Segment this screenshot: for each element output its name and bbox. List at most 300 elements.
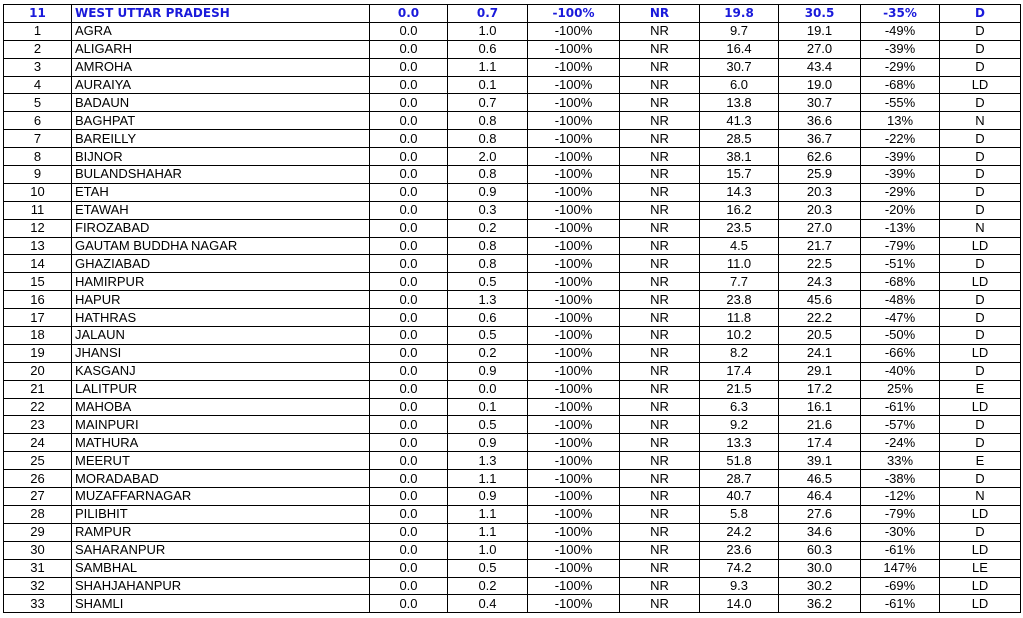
cell-sno: 2: [4, 40, 72, 58]
cell-c2: 0.8: [448, 255, 528, 273]
cell-c3: -100%: [528, 219, 620, 237]
cell-c1: 0.0: [370, 434, 448, 452]
cell-name: JALAUN: [72, 327, 370, 345]
cell-name: AURAIYA: [72, 76, 370, 94]
cell-c4: NR: [620, 40, 700, 58]
cell-name: MORADABAD: [72, 470, 370, 488]
cell-c1: 0.0: [370, 309, 448, 327]
cell-c2: 0.5: [448, 416, 528, 434]
cell-c3: -100%: [528, 470, 620, 488]
cell-c7: -50%: [861, 327, 940, 345]
cell-c1: 0.0: [370, 94, 448, 112]
cell-c2: 0.9: [448, 183, 528, 201]
cell-c3: -100%: [528, 344, 620, 362]
cell-c2: 1.0: [448, 22, 528, 40]
table-row: [4, 22, 1021, 40]
cell-c7: -66%: [861, 344, 940, 362]
table-row: [4, 595, 1021, 613]
cell-c1: 0.0: [370, 344, 448, 362]
cell-c8: D: [940, 166, 1021, 184]
cell-c7: -68%: [861, 273, 940, 291]
cell-c4: NR: [620, 112, 700, 130]
cell-c5: 14.3: [700, 183, 779, 201]
cell-name: HAMIRPUR: [72, 273, 370, 291]
table-row: [4, 94, 1021, 112]
cell-c5: 30.7: [700, 58, 779, 76]
cell-c7: -39%: [861, 148, 940, 166]
cell-c4: NR: [620, 201, 700, 219]
cell-c6: 20.3: [779, 201, 861, 219]
cell-c6: 27.0: [779, 40, 861, 58]
cell-c4: NR: [620, 470, 700, 488]
cell-c5: 15.7: [700, 166, 779, 184]
cell-c2: 0.8: [448, 130, 528, 148]
cell-sno: 26: [4, 470, 72, 488]
state-row: [4, 5, 1021, 23]
cell-c4: NR: [620, 541, 700, 559]
cell-c3: -100%: [528, 523, 620, 541]
cell-name: AGRA: [72, 22, 370, 40]
cell-c3: -100%: [528, 434, 620, 452]
cell-c1: 0.0: [370, 541, 448, 559]
cell-sno: 11: [4, 201, 72, 219]
cell-c3: -100%: [528, 398, 620, 416]
cell-c6: 20.3: [779, 183, 861, 201]
cell-c7: -49%: [861, 22, 940, 40]
cell-name: GAUTAM BUDDHA NAGAR: [72, 237, 370, 255]
cell-c1: 0.0: [370, 76, 448, 94]
cell-c2: 0.8: [448, 166, 528, 184]
cell-c8: LD: [940, 505, 1021, 523]
cell-name: MATHURA: [72, 434, 370, 452]
cell-c4: NR: [620, 255, 700, 273]
cell-c2: 1.3: [448, 452, 528, 470]
cell-c1: 0.0: [370, 488, 448, 506]
cell-sno: 30: [4, 541, 72, 559]
cell-c8: D: [940, 148, 1021, 166]
cell-name: JHANSI: [72, 344, 370, 362]
cell-sno: 12: [4, 219, 72, 237]
cell-c5: 24.2: [700, 523, 779, 541]
table-row: [4, 434, 1021, 452]
cell-c6: 21.7: [779, 237, 861, 255]
cell-c7: 13%: [861, 112, 940, 130]
cell-sno: 25: [4, 452, 72, 470]
cell-sno: 10: [4, 183, 72, 201]
cell-c5: 11.8: [700, 309, 779, 327]
cell-c5: 6.3: [700, 398, 779, 416]
cell-c2: 0.2: [448, 344, 528, 362]
cell-c8: D: [940, 291, 1021, 309]
cell-c1: 0.0: [370, 255, 448, 273]
cell-c8: D: [940, 523, 1021, 541]
cell-c4: NR: [620, 327, 700, 345]
cell-c3: -100%: [528, 309, 620, 327]
state-name: WEST UTTAR PRADESH: [72, 5, 370, 23]
cell-c6: 17.4: [779, 434, 861, 452]
cell-c5: 74.2: [700, 559, 779, 577]
table-row: [4, 255, 1021, 273]
cell-c4: NR: [620, 434, 700, 452]
cell-c4: NR: [620, 595, 700, 613]
table-row: [4, 362, 1021, 380]
cell-name: MEERUT: [72, 452, 370, 470]
cell-c1: 0.0: [370, 416, 448, 434]
cell-c6: 20.5: [779, 327, 861, 345]
cell-sno: 21: [4, 380, 72, 398]
table-row: [4, 309, 1021, 327]
cell-c5: 9.2: [700, 416, 779, 434]
table-row: [4, 470, 1021, 488]
cell-c3: -100%: [528, 58, 620, 76]
cell-name: SHAMLI: [72, 595, 370, 613]
cell-c5: 38.1: [700, 148, 779, 166]
cell-c2: 0.6: [448, 40, 528, 58]
cell-c3: -100%: [528, 291, 620, 309]
cell-c1: 0.0: [370, 166, 448, 184]
cell-c6: 36.2: [779, 595, 861, 613]
cell-c6: 22.2: [779, 309, 861, 327]
cell-name: BAREILLY: [72, 130, 370, 148]
cell-c2: 1.1: [448, 523, 528, 541]
cell-c5: 21.5: [700, 380, 779, 398]
cell-c5: 23.8: [700, 291, 779, 309]
cell-c5: 28.7: [700, 470, 779, 488]
cell-c6: 25.9: [779, 166, 861, 184]
table-row: [4, 237, 1021, 255]
cell-name: BADAUN: [72, 94, 370, 112]
cell-c1: 0.0: [370, 470, 448, 488]
cell-c7: -20%: [861, 201, 940, 219]
table-row: [4, 219, 1021, 237]
cell-c8: E: [940, 452, 1021, 470]
cell-c6: 36.7: [779, 130, 861, 148]
table-row: [4, 148, 1021, 166]
cell-c2: 0.1: [448, 76, 528, 94]
cell-c2: 0.3: [448, 201, 528, 219]
cell-c3: -100%: [528, 559, 620, 577]
cell-c7: -13%: [861, 219, 940, 237]
cell-c1: 0.0: [370, 398, 448, 416]
cell-c4: NR: [620, 380, 700, 398]
cell-c3: -100%: [528, 201, 620, 219]
cell-c6: 45.6: [779, 291, 861, 309]
cell-c6: 16.1: [779, 398, 861, 416]
cell-sno: 19: [4, 344, 72, 362]
cell-c4: NR: [620, 22, 700, 40]
cell-c3: -100%: [528, 40, 620, 58]
table-row: [4, 344, 1021, 362]
cell-c4: NR: [620, 94, 700, 112]
cell-c8: D: [940, 416, 1021, 434]
cell-sno: 31: [4, 559, 72, 577]
cell-c8: D: [940, 327, 1021, 345]
cell-sno: 8: [4, 148, 72, 166]
cell-c6: 30.7: [779, 94, 861, 112]
state-c6: 30.5: [779, 5, 861, 23]
cell-c8: D: [940, 130, 1021, 148]
cell-c8: LD: [940, 577, 1021, 595]
cell-sno: 9: [4, 166, 72, 184]
cell-c7: -29%: [861, 183, 940, 201]
cell-c8: D: [940, 22, 1021, 40]
cell-c3: -100%: [528, 362, 620, 380]
cell-c8: LD: [940, 344, 1021, 362]
cell-c5: 23.5: [700, 219, 779, 237]
cell-sno: 6: [4, 112, 72, 130]
cell-c1: 0.0: [370, 22, 448, 40]
cell-c4: NR: [620, 237, 700, 255]
cell-sno: 15: [4, 273, 72, 291]
cell-sno: 4: [4, 76, 72, 94]
cell-c7: -57%: [861, 416, 940, 434]
cell-c1: 0.0: [370, 58, 448, 76]
cell-c6: 30.0: [779, 559, 861, 577]
cell-c5: 51.8: [700, 452, 779, 470]
table-row: [4, 416, 1021, 434]
cell-c7: -39%: [861, 40, 940, 58]
cell-c1: 0.0: [370, 362, 448, 380]
cell-c7: -40%: [861, 362, 940, 380]
cell-c1: 0.0: [370, 148, 448, 166]
cell-c2: 1.1: [448, 58, 528, 76]
state-c7: -35%: [861, 5, 940, 23]
cell-c8: D: [940, 40, 1021, 58]
cell-c5: 11.0: [700, 255, 779, 273]
cell-c5: 4.5: [700, 237, 779, 255]
state-c3: -100%: [528, 5, 620, 23]
cell-name: BAGHPAT: [72, 112, 370, 130]
cell-c2: 0.9: [448, 434, 528, 452]
cell-c2: 0.1: [448, 398, 528, 416]
cell-c1: 0.0: [370, 201, 448, 219]
cell-name: RAMPUR: [72, 523, 370, 541]
cell-c6: 60.3: [779, 541, 861, 559]
state-sno: 11: [4, 5, 72, 23]
cell-c4: NR: [620, 398, 700, 416]
cell-c1: 0.0: [370, 183, 448, 201]
cell-c5: 10.2: [700, 327, 779, 345]
cell-c5: 28.5: [700, 130, 779, 148]
cell-c1: 0.0: [370, 577, 448, 595]
cell-c2: 1.0: [448, 541, 528, 559]
cell-name: AMROHA: [72, 58, 370, 76]
cell-c5: 40.7: [700, 488, 779, 506]
cell-c2: 0.5: [448, 327, 528, 345]
table-row: [4, 291, 1021, 309]
cell-c6: 17.2: [779, 380, 861, 398]
cell-c3: -100%: [528, 237, 620, 255]
cell-c5: 13.3: [700, 434, 779, 452]
cell-c2: 0.6: [448, 309, 528, 327]
cell-c5: 17.4: [700, 362, 779, 380]
cell-c3: -100%: [528, 76, 620, 94]
cell-c5: 5.8: [700, 505, 779, 523]
cell-name: MUZAFFARNAGAR: [72, 488, 370, 506]
cell-sno: 18: [4, 327, 72, 345]
cell-c8: N: [940, 488, 1021, 506]
cell-c2: 0.9: [448, 362, 528, 380]
table-row: [4, 577, 1021, 595]
cell-c6: 29.1: [779, 362, 861, 380]
cell-c1: 0.0: [370, 505, 448, 523]
cell-sno: 17: [4, 309, 72, 327]
table-row: [4, 380, 1021, 398]
cell-c5: 9.7: [700, 22, 779, 40]
cell-c8: N: [940, 219, 1021, 237]
cell-c8: D: [940, 58, 1021, 76]
cell-c3: -100%: [528, 541, 620, 559]
cell-c7: -79%: [861, 505, 940, 523]
cell-c8: LD: [940, 76, 1021, 94]
table-row: [4, 130, 1021, 148]
cell-c5: 16.4: [700, 40, 779, 58]
table-row: [4, 523, 1021, 541]
cell-c8: LD: [940, 595, 1021, 613]
cell-c6: 21.6: [779, 416, 861, 434]
cell-c2: 0.2: [448, 219, 528, 237]
cell-c3: -100%: [528, 273, 620, 291]
cell-name: KASGANJ: [72, 362, 370, 380]
rainfall-table: [3, 4, 1021, 613]
cell-c3: -100%: [528, 327, 620, 345]
cell-c4: NR: [620, 76, 700, 94]
cell-c7: -79%: [861, 237, 940, 255]
cell-sno: 22: [4, 398, 72, 416]
cell-name: BULANDSHAHAR: [72, 166, 370, 184]
cell-c1: 0.0: [370, 219, 448, 237]
cell-sno: 14: [4, 255, 72, 273]
cell-c8: D: [940, 94, 1021, 112]
table-row: [4, 166, 1021, 184]
cell-c1: 0.0: [370, 327, 448, 345]
cell-c4: NR: [620, 273, 700, 291]
cell-c6: 39.1: [779, 452, 861, 470]
cell-c3: -100%: [528, 452, 620, 470]
cell-c3: -100%: [528, 595, 620, 613]
cell-c8: LD: [940, 273, 1021, 291]
cell-c2: 0.5: [448, 559, 528, 577]
table-row: [4, 327, 1021, 345]
cell-name: GHAZIABAD: [72, 255, 370, 273]
cell-sno: 20: [4, 362, 72, 380]
cell-c6: 24.3: [779, 273, 861, 291]
cell-name: LALITPUR: [72, 380, 370, 398]
cell-c2: 0.4: [448, 595, 528, 613]
cell-c6: 27.6: [779, 505, 861, 523]
cell-c4: NR: [620, 344, 700, 362]
table-row: [4, 273, 1021, 291]
cell-c2: 1.1: [448, 470, 528, 488]
cell-c3: -100%: [528, 255, 620, 273]
cell-c1: 0.0: [370, 40, 448, 58]
cell-sno: 27: [4, 488, 72, 506]
cell-c7: 25%: [861, 380, 940, 398]
cell-c3: -100%: [528, 22, 620, 40]
cell-c7: -38%: [861, 470, 940, 488]
cell-c6: 43.4: [779, 58, 861, 76]
cell-c2: 0.2: [448, 577, 528, 595]
cell-c8: LD: [940, 398, 1021, 416]
cell-c3: -100%: [528, 148, 620, 166]
cell-c6: 62.6: [779, 148, 861, 166]
table-row: [4, 452, 1021, 470]
cell-c7: -69%: [861, 577, 940, 595]
cell-c4: NR: [620, 58, 700, 76]
cell-c3: -100%: [528, 416, 620, 434]
cell-c5: 41.3: [700, 112, 779, 130]
table-row: [4, 505, 1021, 523]
cell-c3: -100%: [528, 505, 620, 523]
cell-c3: -100%: [528, 488, 620, 506]
cell-c7: -55%: [861, 94, 940, 112]
table-body: [4, 5, 1021, 613]
cell-sno: 13: [4, 237, 72, 255]
cell-c8: E: [940, 380, 1021, 398]
cell-c5: 8.2: [700, 344, 779, 362]
cell-c6: 36.6: [779, 112, 861, 130]
cell-c6: 30.2: [779, 577, 861, 595]
cell-sno: 5: [4, 94, 72, 112]
cell-c6: 19.0: [779, 76, 861, 94]
cell-c4: NR: [620, 166, 700, 184]
cell-c3: -100%: [528, 183, 620, 201]
cell-c8: N: [940, 112, 1021, 130]
cell-c1: 0.0: [370, 595, 448, 613]
cell-c6: 27.0: [779, 219, 861, 237]
cell-c4: NR: [620, 488, 700, 506]
table-row: [4, 398, 1021, 416]
cell-c2: 0.7: [448, 94, 528, 112]
cell-c7: -12%: [861, 488, 940, 506]
cell-c1: 0.0: [370, 112, 448, 130]
cell-c3: -100%: [528, 380, 620, 398]
cell-name: MAINPURI: [72, 416, 370, 434]
cell-c8: D: [940, 309, 1021, 327]
table-row: [4, 541, 1021, 559]
cell-sno: 23: [4, 416, 72, 434]
cell-c4: NR: [620, 523, 700, 541]
table-row: [4, 183, 1021, 201]
state-c4: NR: [620, 5, 700, 23]
cell-name: SAHARANPUR: [72, 541, 370, 559]
cell-c5: 23.6: [700, 541, 779, 559]
cell-c8: D: [940, 470, 1021, 488]
cell-c2: 2.0: [448, 148, 528, 166]
table-row: [4, 112, 1021, 130]
cell-c6: 46.4: [779, 488, 861, 506]
table-row: [4, 488, 1021, 506]
cell-name: ALIGARH: [72, 40, 370, 58]
cell-sno: 3: [4, 58, 72, 76]
cell-c4: NR: [620, 559, 700, 577]
cell-c8: D: [940, 434, 1021, 452]
cell-c8: D: [940, 362, 1021, 380]
cell-name: SHAHJAHANPUR: [72, 577, 370, 595]
cell-c1: 0.0: [370, 273, 448, 291]
cell-c2: 0.9: [448, 488, 528, 506]
cell-c7: 147%: [861, 559, 940, 577]
cell-name: HAPUR: [72, 291, 370, 309]
cell-c5: 9.3: [700, 577, 779, 595]
cell-c1: 0.0: [370, 130, 448, 148]
cell-c6: 19.1: [779, 22, 861, 40]
cell-c7: -22%: [861, 130, 940, 148]
cell-c4: NR: [620, 183, 700, 201]
cell-c2: 0.8: [448, 112, 528, 130]
cell-c7: -24%: [861, 434, 940, 452]
cell-c7: -68%: [861, 76, 940, 94]
